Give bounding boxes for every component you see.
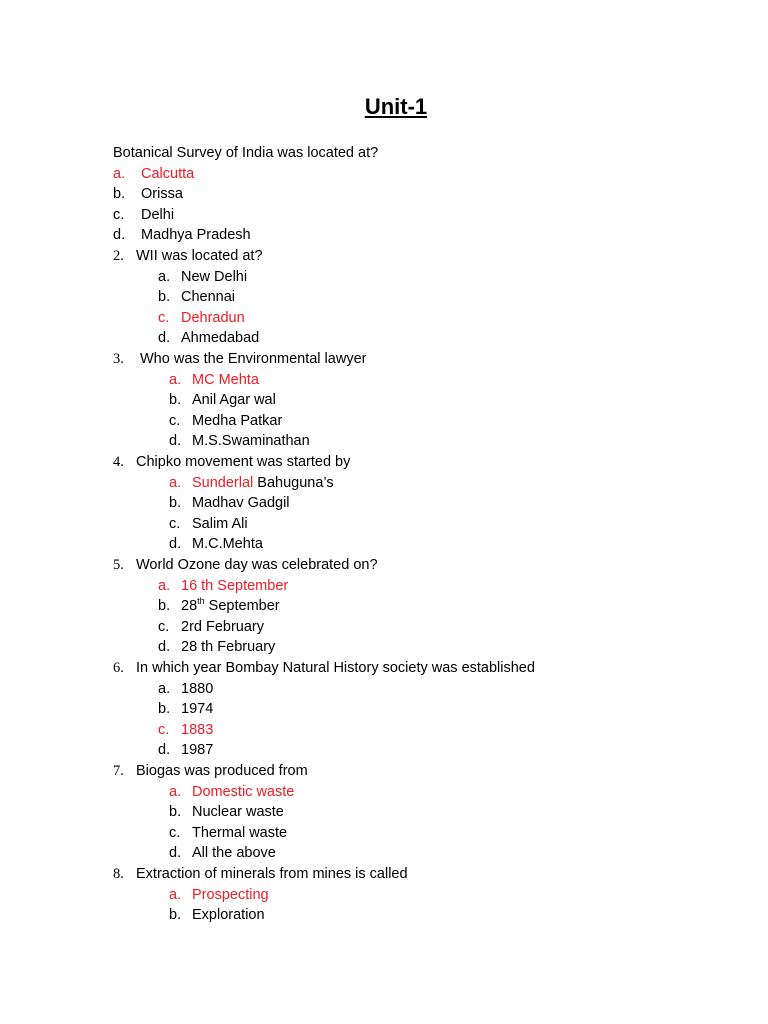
option-text: 28	[181, 598, 198, 615]
option-text: Exploration	[192, 907, 265, 924]
option-text: Orissa	[141, 186, 183, 203]
option-text-wrap	[181, 328, 259, 348]
option-text-wrap	[181, 637, 275, 657]
option-label: b.	[169, 495, 182, 512]
option-text: Madhav Gadgil	[192, 495, 290, 512]
option-text: Dehradun	[181, 309, 245, 326]
option-label: b.	[169, 907, 182, 924]
option-text: 1987	[181, 742, 214, 759]
option-label: b.	[158, 598, 171, 615]
option-text-wrap	[192, 493, 290, 513]
option-text-wrap	[181, 617, 264, 637]
option-text-wrap	[192, 905, 265, 925]
option-text-wrap	[192, 370, 259, 390]
option-label: c.	[158, 309, 170, 326]
question-text-content: Botanical Survey of India was located at?	[113, 145, 379, 161]
option-text: Delhi	[141, 206, 175, 223]
option-text: M.S.Swaminathan	[192, 433, 310, 450]
option-label: c.	[169, 515, 181, 532]
option-label: b.	[158, 701, 171, 718]
option-text: 2rd February	[181, 618, 265, 635]
option-label: a.	[169, 474, 182, 491]
option-text: New Delhi	[181, 268, 248, 285]
option-text-rest: Bahuguna’s	[253, 474, 334, 491]
option-text-wrap	[141, 164, 194, 184]
option-label: a.	[158, 577, 171, 594]
option-text: Ahmedabad	[181, 330, 260, 347]
page-title: Unit-1	[364, 94, 428, 119]
option-text-wrap	[192, 802, 284, 822]
option-label: c.	[169, 824, 181, 841]
option-label: c.	[158, 618, 170, 635]
question-number: 2.	[113, 248, 124, 264]
option-text: 28 th February	[181, 639, 276, 656]
option-text: MC Mehta	[192, 371, 259, 388]
ordinal-superscript: th	[197, 596, 205, 607]
option-text-wrap	[192, 390, 276, 410]
option-text: Anil Agar wal	[192, 392, 276, 409]
option-label: a.	[113, 165, 126, 182]
option-text-wrap	[192, 782, 294, 802]
option-text-wrap	[181, 267, 247, 287]
option-label: a.	[158, 268, 171, 285]
option-text: Medha Patkar	[192, 412, 283, 429]
option-text: 1883	[181, 721, 214, 738]
option-text: 16 th September	[181, 577, 289, 594]
option-text-wrap	[192, 885, 269, 905]
option-text-wrap	[181, 699, 213, 719]
option-text-wrap	[192, 514, 248, 534]
option-text: Thermal waste	[192, 824, 288, 841]
option-label: b.	[158, 289, 171, 306]
option-text: 1974	[181, 701, 214, 718]
option-text: Nuclear waste	[192, 804, 284, 821]
option-label: c.	[113, 206, 125, 223]
question-text-content: Extraction of minerals from mines is called	[136, 866, 408, 882]
option-label: a.	[169, 886, 182, 903]
option-label: d.	[158, 639, 171, 656]
option-text-wrap	[192, 843, 276, 863]
option-text: Salim Ali	[192, 515, 248, 532]
option-text-wrap	[181, 287, 235, 307]
option-label: d.	[158, 330, 171, 347]
option-text-wrap	[192, 823, 287, 843]
option-text-wrap	[181, 576, 288, 596]
question-text	[113, 143, 378, 163]
option-text-wrap	[192, 534, 263, 554]
option-text: Chennai	[181, 289, 236, 306]
option-text: M.C.Mehta	[192, 536, 263, 553]
option-text-wrap	[141, 184, 183, 204]
question-text-content: Chipko movement was started by	[136, 454, 351, 470]
question-number: 5.	[113, 557, 124, 573]
question-number: 4.	[113, 454, 124, 470]
option-text: Sunderlal	[192, 474, 254, 491]
option-label: c.	[158, 721, 170, 738]
option-text-wrap	[192, 473, 334, 493]
option-text: Domestic waste	[192, 783, 295, 800]
option-text: Calcutta	[141, 165, 195, 182]
option-text-wrap	[192, 411, 282, 431]
option-text-wrap	[141, 205, 174, 225]
question-text-content: In which year Bombay Natural History society was established	[136, 660, 535, 676]
question-number: 3.	[113, 351, 124, 367]
option-text-wrap	[181, 679, 213, 699]
question-text-content: WII was located at?	[136, 248, 263, 264]
question-number: 7.	[113, 763, 124, 779]
option-text-rest: September	[204, 598, 280, 615]
option-label: c.	[169, 412, 181, 429]
option-text-wrap	[181, 740, 213, 760]
option-label: d.	[158, 742, 171, 759]
option-label: d.	[169, 536, 182, 553]
option-text-wrap	[181, 308, 245, 328]
option-text-wrap	[181, 720, 213, 740]
option-label: d.	[169, 845, 182, 862]
option-label: a.	[158, 680, 171, 697]
option-label: d.	[169, 433, 182, 450]
option-text: Madhya Pradesh	[141, 227, 251, 244]
option-label: a.	[169, 371, 182, 388]
question-number: 6.	[113, 660, 124, 676]
option-text: 1880	[181, 680, 214, 697]
option-text-wrap	[181, 596, 280, 616]
option-label: b.	[169, 804, 182, 821]
question-text-content: Who was the Environmental lawyer	[140, 351, 367, 367]
option-text: Prospecting	[192, 886, 269, 903]
question-text-content: World Ozone day was celebrated on?	[136, 557, 378, 573]
option-label: d.	[113, 227, 126, 244]
option-text-wrap	[192, 431, 310, 451]
question-text-content: Biogas was produced from	[136, 763, 308, 779]
option-label: b.	[169, 392, 182, 409]
option-label: b.	[113, 186, 126, 203]
option-text: All the above	[192, 845, 276, 862]
option-text-wrap	[141, 225, 251, 245]
question-number: 8.	[113, 866, 124, 882]
option-label: a.	[169, 783, 182, 800]
